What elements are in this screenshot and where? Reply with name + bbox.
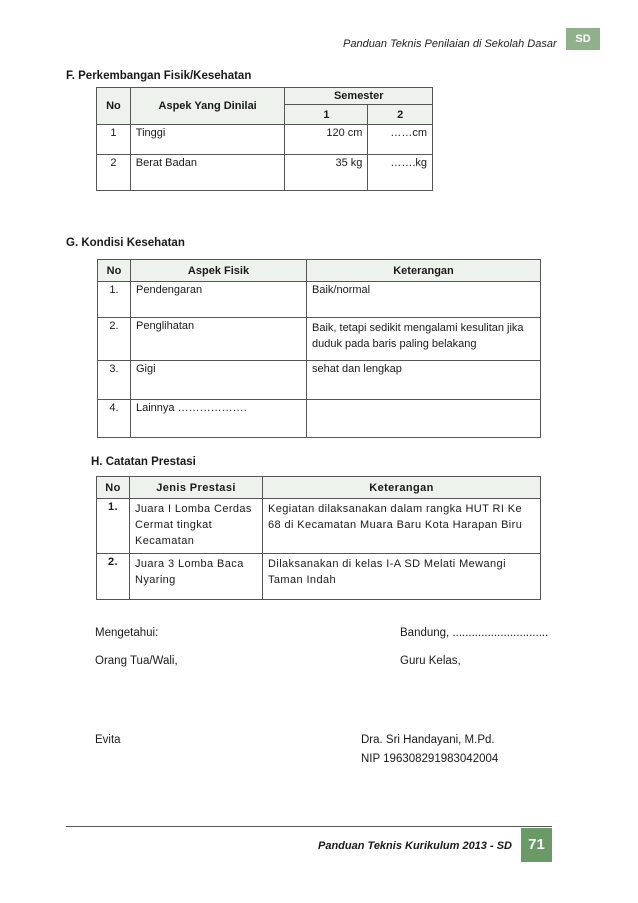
col-semester-1: 1 xyxy=(285,105,368,125)
cell-jenis: Juara I Lomba Cerdas Cermat tingkat Kecamatan xyxy=(130,499,263,554)
cell-no: 4. xyxy=(98,400,131,438)
col-jenis-prestasi: Jenis Prestasi xyxy=(130,477,263,499)
col-no: No xyxy=(98,260,131,282)
place-date: Bandung, .............................. xyxy=(400,627,549,639)
cell-keterangan xyxy=(307,400,541,438)
table-row xyxy=(97,499,541,554)
col-no: No xyxy=(97,477,130,499)
section-h-title: H. Catatan Prestasi xyxy=(91,456,196,468)
footer-title: Panduan Teknis Kurikulum 2013 - SD xyxy=(318,840,512,852)
table-row xyxy=(98,282,541,318)
achievement-table xyxy=(96,476,541,600)
table-row xyxy=(97,155,433,191)
cell-s2: …….kg xyxy=(368,155,433,191)
cell-jenis: Juara 3 Lomba Baca Nyaring xyxy=(130,554,263,600)
cell-aspek: Tinggi xyxy=(130,125,285,155)
health-condition-table xyxy=(97,259,541,438)
col-keterangan: Keterangan xyxy=(307,260,541,282)
col-keterangan: Keterangan xyxy=(263,477,541,499)
col-semester-2: 2 xyxy=(368,105,433,125)
cell-aspek: Gigi xyxy=(131,361,307,400)
physical-development-table xyxy=(96,87,433,191)
cell-s1: 35 kg xyxy=(285,155,368,191)
table-row xyxy=(97,554,541,600)
page-number: 71 xyxy=(521,828,552,862)
cell-no: 2. xyxy=(98,318,131,361)
table-row xyxy=(98,318,541,361)
cell-aspek: Berat Badan xyxy=(130,155,285,191)
cell-no: 1. xyxy=(98,282,131,318)
footer-rule xyxy=(66,826,552,827)
cell-no: 1 xyxy=(97,125,131,155)
running-header: Panduan Teknis Penilaian di Sekolah Dasar xyxy=(343,38,557,50)
col-aspek-fisik: Aspek Fisik xyxy=(131,260,307,282)
cell-aspek: Penglihatan xyxy=(131,318,307,361)
cell-keterangan: sehat dan lengkap xyxy=(307,361,541,400)
section-g-title: G. Kondisi Kesehatan xyxy=(66,237,185,249)
cell-keterangan: Kegiatan dilaksanakan dalam rangka HUT RI Ke 68 di Kecamatan Muara Baru Kota Harapan Biru xyxy=(263,499,541,554)
teacher-name: Dra. Sri Handayani, M.Pd. xyxy=(361,734,495,746)
cell-no: 2 xyxy=(97,155,131,191)
cell-keterangan: Baik/normal xyxy=(307,282,541,318)
parent-label: Orang Tua/Wali, xyxy=(95,655,178,667)
cell-no: 1. xyxy=(97,499,130,554)
cell-s1: 120 cm xyxy=(285,125,368,155)
table-row xyxy=(98,400,541,438)
parent-name: Evita xyxy=(95,734,121,746)
col-semester: Semester xyxy=(285,88,433,105)
col-no: No xyxy=(97,88,131,125)
teacher-nip: NIP 196308291983042004 xyxy=(361,753,499,765)
sd-badge: SD xyxy=(566,28,600,50)
section-f-title: F. Perkembangan Fisik/Kesehatan xyxy=(66,70,252,82)
cell-aspek: Pendengaran xyxy=(131,282,307,318)
cell-s2: ……cm xyxy=(368,125,433,155)
cell-no: 2. xyxy=(97,554,130,600)
cell-keterangan: Dilaksanakan di kelas I-A SD Melati Mewangi Taman Indah xyxy=(263,554,541,600)
col-aspek: Aspek Yang Dinilai xyxy=(130,88,285,125)
teacher-label: Guru Kelas, xyxy=(400,655,461,667)
table-row xyxy=(97,125,433,155)
mengetahui-label: Mengetahui: xyxy=(95,627,159,639)
cell-aspek: Lainnya ………………. xyxy=(131,400,307,438)
cell-no: 3. xyxy=(98,361,131,400)
cell-keterangan: Baik, tetapi sedikit mengalami kesulitan jika duduk pada baris paling belakang xyxy=(307,318,541,361)
table-row xyxy=(98,361,541,400)
